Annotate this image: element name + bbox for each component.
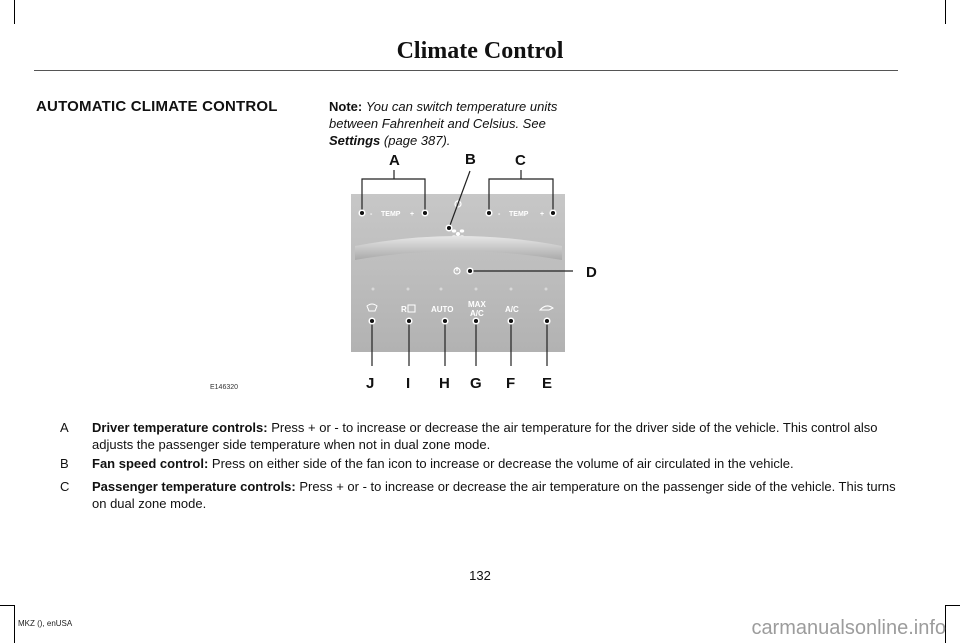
watermark: carmanualsonline.info	[751, 617, 946, 639]
passenger-temp-label: TEMP	[509, 211, 529, 218]
note-label: Note:	[329, 99, 363, 114]
crop-mark-top-right-v	[945, 0, 946, 24]
callout-c: C	[515, 152, 526, 169]
description-text: Press on either side of the fan icon to increase or decrease the volume of air circulated in the vehicle.	[211, 456, 794, 471]
description-item-b	[60, 455, 900, 472]
passenger-temp-minus[interactable]: -	[498, 211, 501, 218]
climate-control-figure	[300, 140, 620, 395]
crop-mark-bottom-left-v	[14, 605, 15, 643]
page-number: 132	[469, 568, 491, 583]
crop-mark-bottom-left-h	[0, 605, 14, 606]
callout-a: A	[389, 152, 400, 169]
callout-h: H	[439, 375, 450, 392]
crop-mark-top-left-v	[14, 0, 15, 24]
footer-model: MKZ (), enUSA	[18, 619, 73, 628]
title-divider	[34, 70, 898, 71]
description-term: Passenger temperature controls:	[92, 479, 296, 494]
callout-j: J	[366, 375, 375, 392]
description-text: Press + or - to increase or decrease the air temperature for the driver side of the vehicle. This control also adjusts the passenger side temperature when not in dual zone mode.	[92, 420, 878, 452]
max-ac-button-label-top[interactable]: MAX	[468, 300, 486, 309]
description-key: A	[60, 420, 69, 435]
crop-mark-bottom-right-h	[946, 605, 960, 606]
callout-g: G	[470, 375, 482, 392]
driver-temp-minus[interactable]: -	[370, 211, 373, 218]
callout-i: I	[406, 375, 411, 392]
section-heading: AUTOMATIC CLIMATE CONTROL	[36, 98, 278, 115]
description-key: B	[60, 456, 69, 471]
note-page-ref: (page 387).	[383, 133, 451, 148]
passenger-temp-plus[interactable]: +	[540, 211, 545, 218]
ac-button[interactable]: A/C	[505, 305, 519, 314]
callout-b: B	[465, 151, 476, 168]
description-item-a	[60, 419, 900, 453]
max-ac-button-label-bottom[interactable]: A/C	[470, 309, 484, 318]
description-item-c	[60, 478, 900, 512]
figure-id: E146320	[210, 384, 239, 391]
description-text: Press + or - to increase or decrease the air temperature on the passenger side of the vehicle. This turns on dual zone mode.	[92, 479, 896, 511]
page-title: Climate Control	[396, 38, 564, 64]
callout-f: F	[506, 375, 516, 392]
description-term: Fan speed control:	[92, 456, 209, 471]
description-key: C	[60, 479, 70, 494]
driver-temp-plus[interactable]: +	[410, 211, 415, 218]
note-text: You can switch temperature units between Fahrenheit and Celsius. See	[329, 99, 558, 131]
rear-defrost-button[interactable]: R	[401, 305, 407, 314]
callout-e: E	[542, 375, 553, 392]
driver-temp-label: TEMP	[381, 211, 401, 218]
auto-button[interactable]: AUTO	[431, 305, 454, 314]
description-term: Driver temperature controls:	[92, 420, 268, 435]
callout-d: D	[586, 264, 597, 281]
settings-link[interactable]: Settings	[329, 133, 381, 148]
